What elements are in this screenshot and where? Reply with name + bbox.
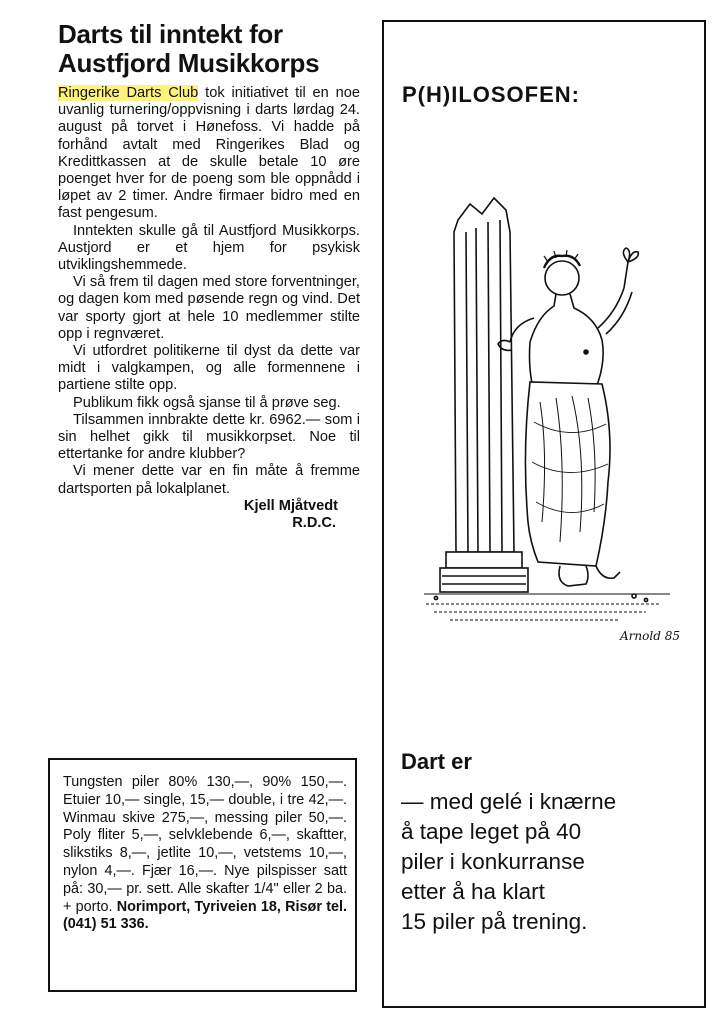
caption-line: piler i konkurranse: [401, 849, 585, 874]
headline-line-2: Austfjord Musikkorps: [58, 48, 320, 78]
author-signature: Kjell Mjåtvedt: [243, 497, 338, 514]
caption-line: — med gelé i knærne: [401, 789, 617, 814]
club-signature: R.D.C.: [292, 515, 336, 532]
article-paragraph-1: [58, 85, 360, 223]
article-paragraph-2: Inntekten skulle gå til Austfjord Musikkorps. Austjord er et hjem for psykisk utviklingshemmede.: [58, 222, 360, 274]
article-paragraph-3: Vi så frem til dagen med store forventninger, og dagen kom med pøsende regn og vind. Det var sporty gjort at hele 10 medlemmer stilte opp i regnværet.: [58, 274, 360, 342]
caption-line: etter å ha klart: [401, 879, 545, 904]
cartoon-panel: [382, 20, 706, 1008]
caption-line: 15 piler på trening.: [401, 909, 588, 934]
cartoon-title: P(H)ILOSOFEN:: [402, 82, 580, 107]
artist-signature: Arnold 85: [620, 629, 680, 643]
headline-line-1: Darts til inntekt for: [58, 19, 283, 49]
article-paragraph-4: Vi utfordret politikerne til dyst da dette var midt i valgkampen, og alle formennene i partiene stilte opp.: [58, 343, 360, 394]
philosopher-statue-illustration: [410, 192, 690, 662]
ad-price-list: Tungsten piler 80% 130,—, 90% 150,—. Etuier 10,— single, 15,— double, i tre 42,—. Winmau skive 275,—, messing piler 50,—. Poly fliter 5,—, selvklebende 6,—, skaftter, slikstiks 8,—, jetlite 10,—, vetstems 10,—, nylon 4,—. Fjær 16,—. Nye pilspisser satt på: 30,— pr. sett. Alle skafter 1/4" eller 2 ba. + porto.: [63, 774, 347, 915]
article-headline: [58, 20, 368, 78]
article-paragraph-6: Tilsammen innbrakte dette kr. 6962.— som i sin helhet gikk til musikkorpset. Noe til ettertanke for andre klubber?: [58, 411, 360, 463]
caption-heading: Dart er: [401, 749, 472, 774]
article-body: [58, 85, 360, 532]
caption-line: å tape leget på 40: [401, 819, 582, 844]
cartoon-caption: [401, 747, 696, 937]
ad-company: Norimport, Tyriveien 18, Risør tel. (041) 51 336.: [63, 898, 347, 933]
paragraph-1-text: tok initiativet til en noe uvanlig turnering/oppvisning i darts lørdag 24. august på torvet i Hønefoss. Vi hadde på forhånd avtalt med Ringerikes Blad og Kredittkassen at de skulle betale 10 øre poenget hver for de poeng som ble oppnådd i løpet av 2 timer. Andre firmaer bidro med en fast pengesum.: [58, 85, 361, 222]
price-advertisement: [48, 758, 357, 992]
article-paragraph-7: Vi mener dette var en fin måte å fremme dartsporten på lokalplanet.: [58, 463, 360, 497]
club-name-highlight: Ringerike Darts Club: [58, 85, 199, 101]
article-paragraph-5: Publikum fikk også sjanse til å prøve seg.: [73, 394, 341, 411]
